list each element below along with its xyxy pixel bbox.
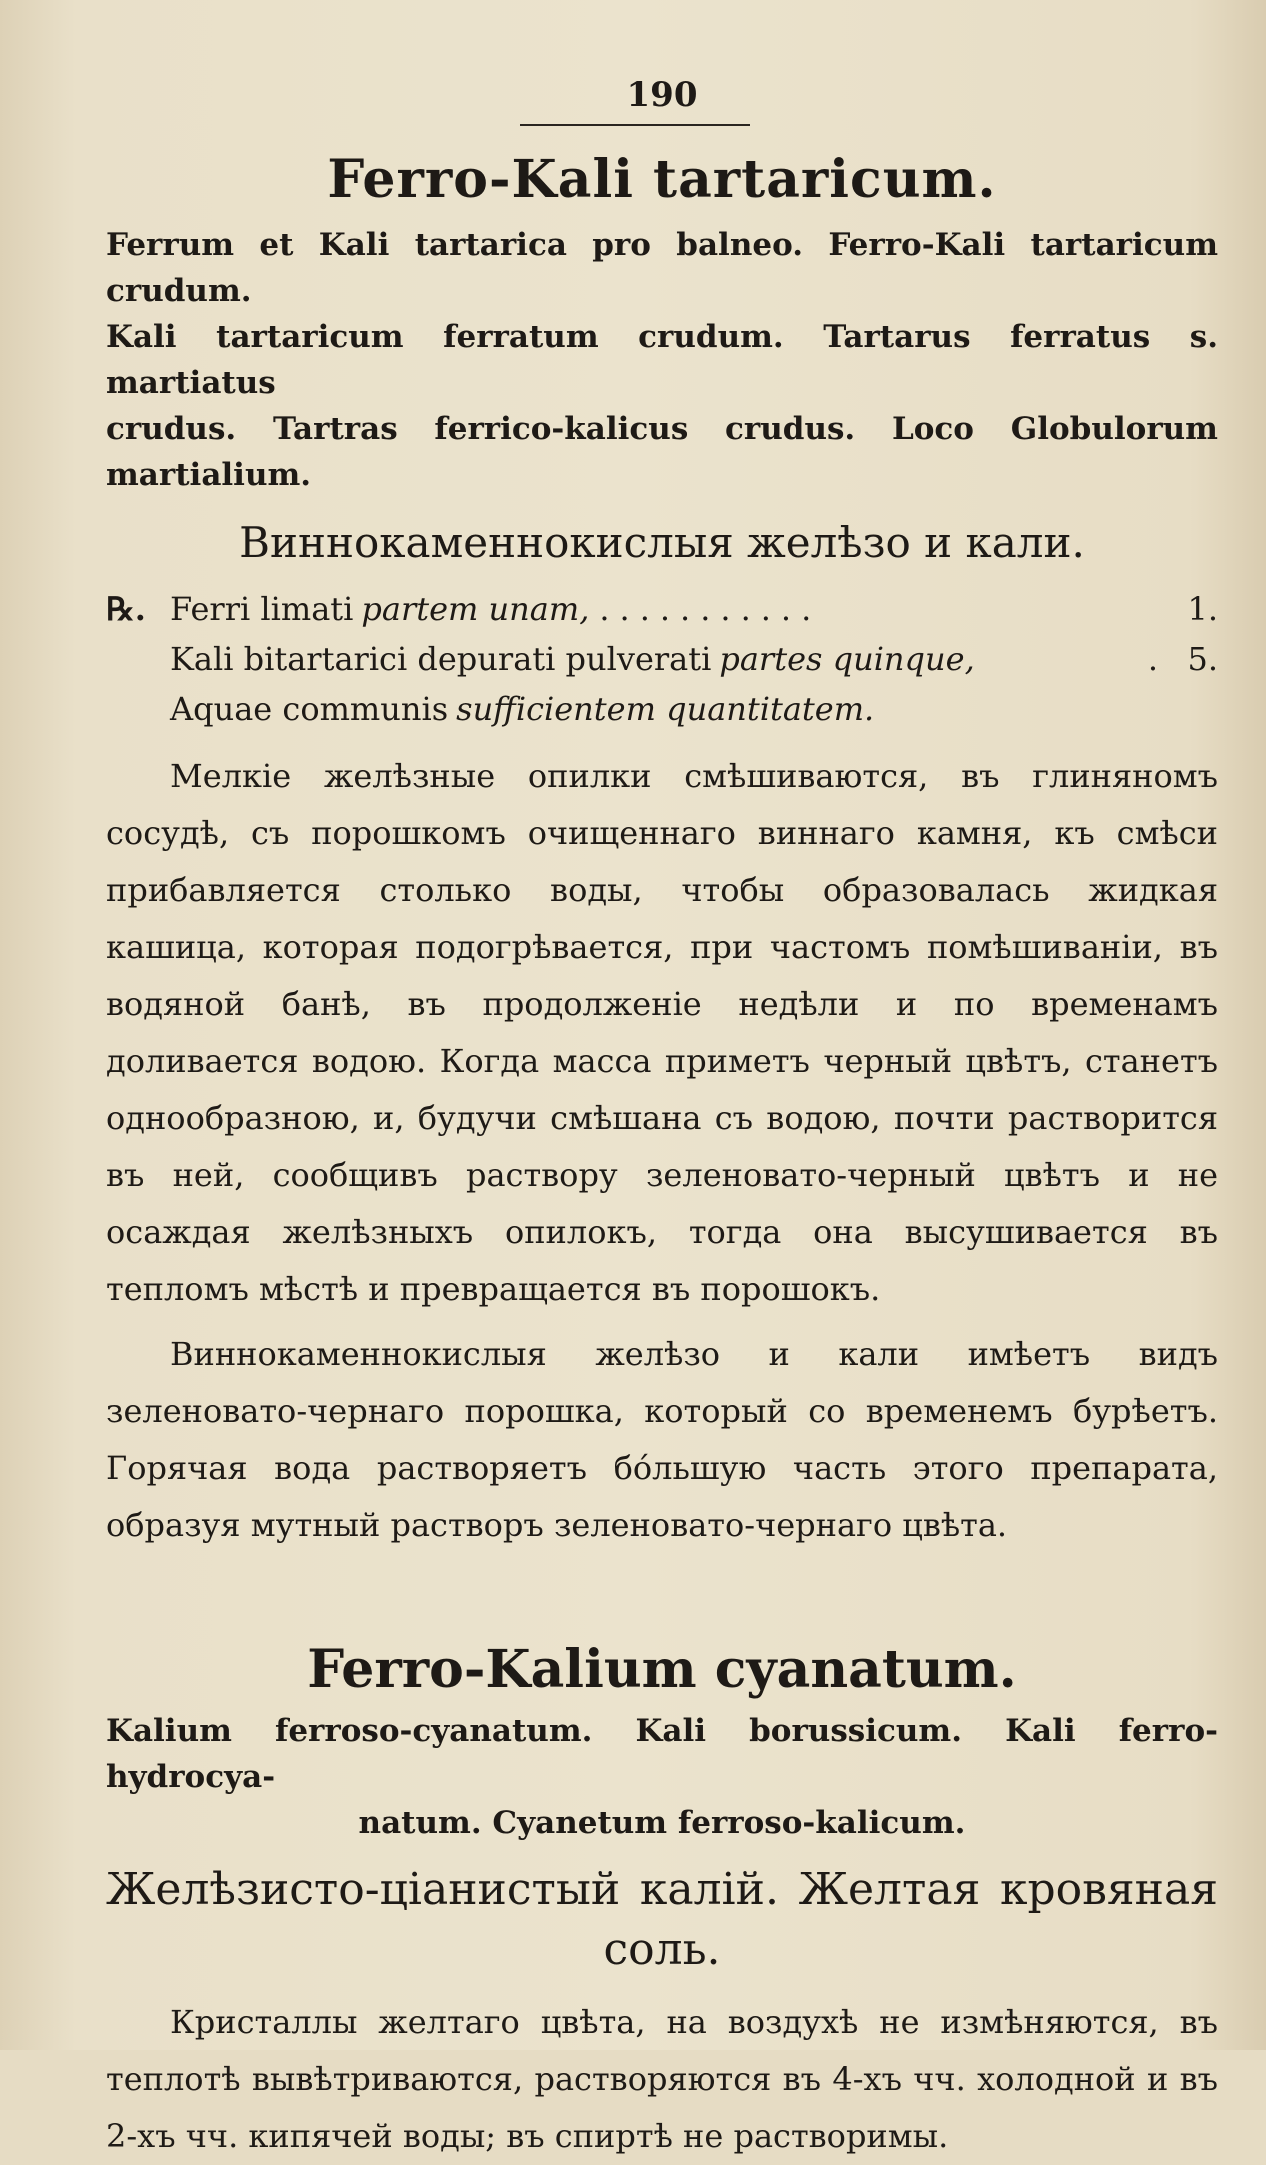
synonym-line: Kali tartaricum ferratum crudum. Tartarus ferratus s. martiatus [106, 319, 1218, 401]
recipe [106, 584, 1218, 734]
russian-name: Желѣзисто-ціанистый калій. Желтая кровяная [106, 1864, 1218, 1915]
ingredient-quantity: partes quinque, [719, 640, 975, 678]
ingredient [170, 684, 1218, 734]
russian-name: Виннокаменнокислыя желѣзо и кали. [239, 518, 1085, 567]
ingredient-name: Kali bitartarici depurati pulverati [170, 640, 712, 678]
paragraph: Виннокаменнокислыя желѣзо и кали имѣетъ видъ зеленовато-чернаго порошка, который со временемъ бурѣетъ. Горячая вода растворяетъ бо́льшую часть этого препарата, образуя мутный растворъ зеленовато-чернаго цвѣта. [106, 1335, 1218, 1544]
ingredient-amount: 5. [1187, 640, 1218, 678]
ingredient-name: Aquae communis [170, 690, 449, 728]
page-number: 190 [626, 75, 698, 115]
leader-dots: ........... [599, 590, 822, 628]
recipe-row [106, 634, 1218, 684]
synonyms-block [106, 222, 1218, 498]
page-content [106, 70, 1218, 2165]
recipe-row [106, 684, 1218, 734]
leader-dots: . [1147, 640, 1168, 678]
section-title-ferro-kalium-cyanatum: Ferro-Kalium cyanatum. [307, 1639, 1017, 1700]
ingredient-amount: 1. [1187, 590, 1218, 628]
russian-name-continued: соль. [603, 1924, 721, 1975]
synonym-line: natum. Cyanetum ferroso-kalicum. [358, 1805, 966, 1841]
recipe-symbol: ℞. [106, 590, 146, 628]
synonym-line: Kalium ferroso-cyanatum. Kali borussicum. Kali ferro-hydrocya- [106, 1713, 1218, 1795]
ingredient [170, 584, 1218, 634]
paragraph: Мелкіе желѣзные опилки смѣшиваются, въ глиняномъ сосудѣ, съ порошкомъ очищеннаго виннаго камня, къ смѣси прибавляется столько воды, чтобы образовалась жидкая кашица, которая подогрѣвается, при частомъ помѣшиваніи, въ водяной банѣ, въ продолженіе недѣли и по временамъ доливается водою. Когда масса приметъ черный цвѣтъ, станетъ однообразною, и, будучи смѣшана съ водою, почти растворится въ ней, сообщивъ раствору зеленовато-черный цвѣтъ и не осаждая желѣзныхъ опилокъ, тогда она высушивается въ тепломъ мѣстѣ и превращается въ порошокъ. [106, 757, 1218, 1308]
synonym-line: crudus. Tartras ferrico-kalicus crudus. Loco Globulorum martialium. [106, 411, 1218, 493]
synonym-line: Ferrum et Kali tartarica pro balneo. Ferro-Kali tartaricum crudum. [106, 227, 1218, 309]
recipe-row [106, 584, 1218, 634]
paragraph: Кристаллы желтаго цвѣта, на воздухѣ не измѣняются, въ теплотѣ вывѣтриваются, растворяются въ 4-хъ чч. холодной и въ 2-хъ чч. кипячей воды; въ спиртѣ не растворимы. [106, 2003, 1218, 2155]
section-title-ferro-kali-tartaricum: Ferro-Kali tartaricum. [327, 149, 997, 210]
ingredient-quantity: sufficientem quantitatem. [456, 690, 875, 728]
ingredient-quantity: partem unam, [361, 590, 590, 628]
ingredient-name: Ferri limati [170, 590, 354, 628]
ingredient [170, 634, 1218, 684]
